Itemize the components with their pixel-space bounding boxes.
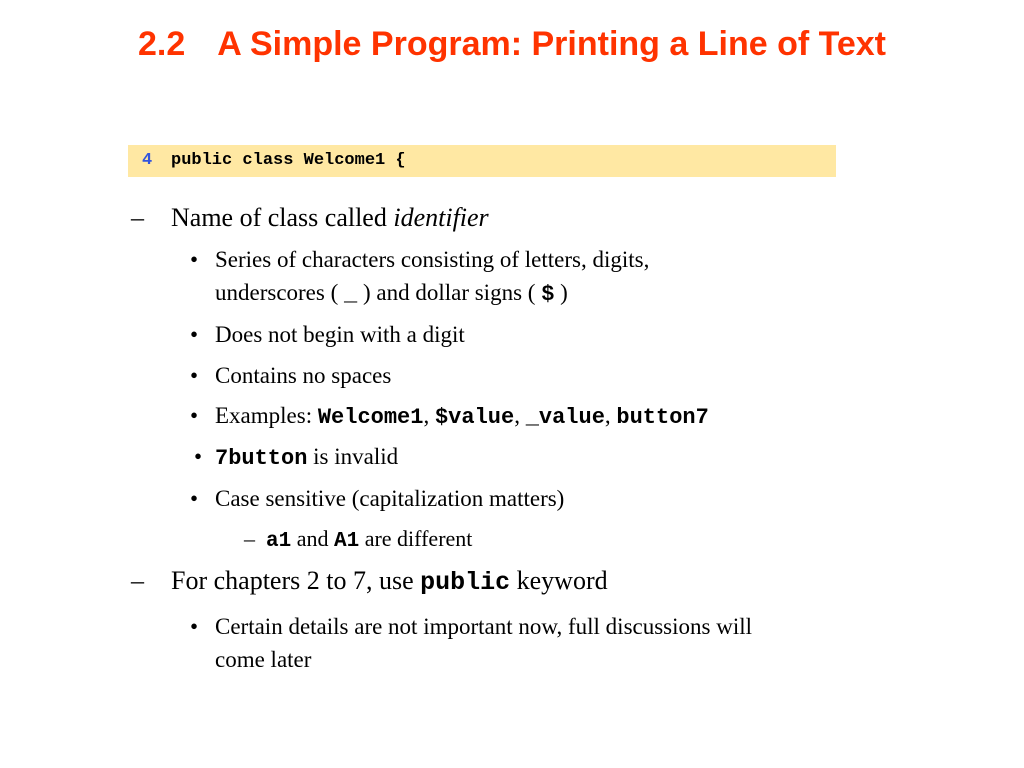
code-7button: 7button	[215, 446, 308, 471]
bullet-line-2	[215, 276, 568, 311]
separator: ,	[423, 403, 435, 428]
dash-marker: –	[131, 566, 144, 595]
bullet-emphasis: identifier	[393, 203, 489, 232]
bullet-line-1: Series of characters consisting of letters, digits,	[215, 247, 650, 272]
separator: ,	[514, 403, 526, 428]
code-snippet	[128, 145, 836, 177]
code-example-underscore-value: _value	[525, 405, 605, 430]
bullet-marker: •	[190, 322, 199, 347]
bullet-text: is invalid	[307, 444, 399, 469]
code-A1: A1	[333, 530, 360, 553]
bullet-text: Name of class called	[171, 203, 387, 232]
bullet-marker: •	[190, 363, 199, 388]
bullet-marker: •	[190, 614, 199, 639]
code-line-number: 4	[142, 151, 153, 170]
title-number: 2.2	[137, 25, 186, 63]
dash-marker: –	[244, 526, 255, 551]
bullet-text: Case sensitive (capitalization matters)	[215, 486, 565, 511]
slide-title	[0, 24, 1024, 64]
bullet-marker: •	[194, 444, 203, 469]
code-example-button7: button7	[616, 405, 709, 430]
text-segment: )	[554, 280, 568, 305]
code-example-welcome1: Welcome1	[317, 405, 424, 430]
bullet-marker: •	[190, 247, 199, 272]
text-segment: are different	[359, 526, 473, 551]
text-segment: and	[291, 526, 334, 551]
bullet-line-2: come later	[215, 647, 312, 672]
bullet-text: Contains no spaces	[215, 363, 392, 388]
bullet-text: keyword	[510, 566, 608, 595]
text-segment: underscores (	[215, 280, 345, 305]
separator: ,	[604, 403, 617, 428]
bullet-marker: •	[190, 486, 199, 511]
code-dollar: $	[541, 282, 555, 307]
code-underscore: _	[344, 282, 358, 307]
code-example-value: $value	[434, 405, 515, 430]
bullet-text: For chapters 2 to 7, use	[171, 566, 421, 595]
code-public: public	[420, 568, 511, 597]
code-a1: a1	[266, 530, 292, 553]
bullet-line-1: Certain details are not important now, full discussions will	[215, 614, 753, 639]
text-segment: ) and dollar signs (	[357, 280, 542, 305]
code-line-text: public class Welcome1 {	[171, 151, 406, 170]
dash-marker: –	[131, 203, 144, 232]
bullet-marker: •	[190, 403, 199, 428]
bullet-text: Does not begin with a digit	[215, 322, 465, 347]
bullet-text: Examples:	[215, 403, 318, 428]
title-text: A Simple Program: Printing a Line of Text	[217, 25, 886, 63]
